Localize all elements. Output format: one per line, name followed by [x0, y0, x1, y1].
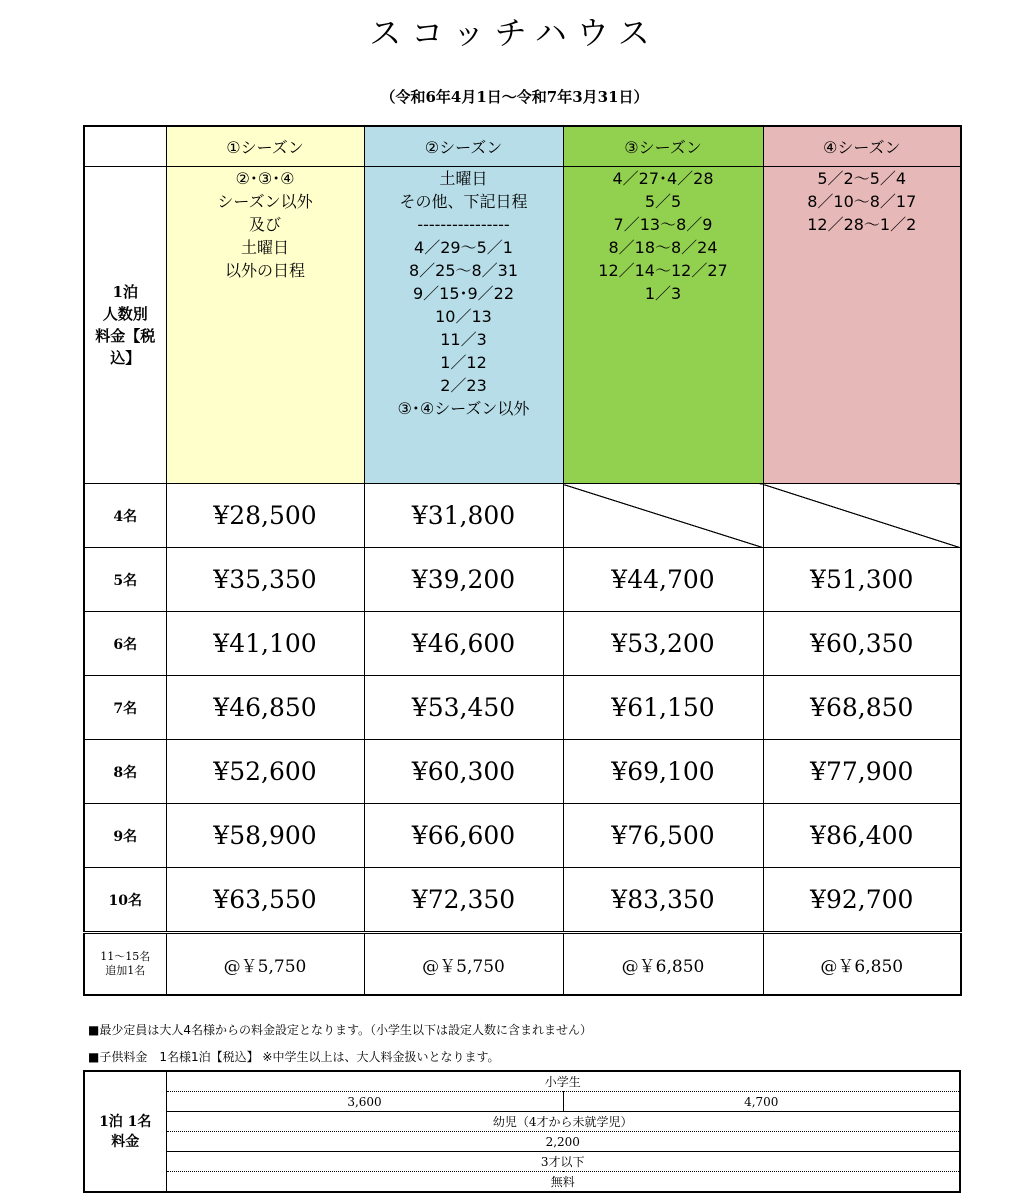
- price-cell: ¥52,600: [166, 740, 364, 804]
- price-cell: ¥66,600: [364, 804, 563, 868]
- price-cell: ¥72,350: [364, 868, 563, 933]
- season-date-line: 2／23: [440, 376, 487, 395]
- season-date-line: 4／27･4／28: [612, 169, 714, 188]
- validity-period: （令和6年4月1日～令和7年3月31日）: [380, 88, 649, 106]
- season-date-line: ----------------: [417, 215, 510, 234]
- season-date-line: 9／15･9／22: [412, 284, 515, 303]
- price-cell: ¥77,900: [763, 740, 961, 804]
- elementary-label: 小学生: [166, 1071, 960, 1092]
- price-row: [84, 548, 961, 612]
- price-cell: ¥68,850: [763, 676, 961, 740]
- season-3-header: ③シーズン: [563, 126, 763, 167]
- people-count: 4名: [84, 484, 166, 548]
- season-2-header: ②シーズン: [364, 126, 563, 167]
- price-row: [84, 676, 961, 740]
- price-cell: ¥46,850: [166, 676, 364, 740]
- additional-price: @￥6,850: [563, 933, 763, 996]
- price-cell: ¥58,900: [166, 804, 364, 868]
- price-row: [84, 804, 961, 868]
- season-date-line: ②･③･④: [235, 169, 295, 188]
- people-count: 10名: [84, 868, 166, 933]
- season-dates-row: [84, 167, 961, 484]
- season-date-line: 8／18～8／24: [608, 238, 718, 257]
- child-price-note: ■子供料金 1名様1泊【税込】 ※中学生以上は、大人料金扱いとなります。: [88, 1050, 500, 1064]
- season-date-line: その他、下記日程: [399, 192, 528, 211]
- season-date-line: 8／10～8／17: [807, 192, 917, 211]
- season-date-line: 8／25～8／31: [408, 261, 519, 280]
- infant-label: 幼児（4才から未就学児）: [166, 1112, 960, 1132]
- price-row: [84, 612, 961, 676]
- price-cell: ¥28,500: [166, 484, 364, 548]
- price-cell: ¥35,350: [166, 548, 364, 612]
- season-2-dates: [364, 167, 563, 484]
- price-cell: ¥69,100: [563, 740, 763, 804]
- price-row: [84, 868, 961, 933]
- season-4-header: ④シーズン: [763, 126, 961, 167]
- people-count: 5名: [84, 548, 166, 612]
- people-count: 9名: [84, 804, 166, 868]
- price-cell: ¥46,600: [364, 612, 563, 676]
- additional-price: @￥5,750: [166, 933, 364, 996]
- price-cell: ¥92,700: [763, 868, 961, 933]
- price-cell: ¥83,350: [563, 868, 763, 933]
- season-date-line: 12／14～12／27: [598, 261, 728, 280]
- infant-price: 2,200: [166, 1132, 960, 1152]
- price-cell: ¥41,100: [166, 612, 364, 676]
- elementary-price: 3,600: [166, 1092, 563, 1112]
- season-date-line: 及び: [248, 215, 281, 234]
- not-available-cell: [763, 484, 961, 548]
- page-title: スコッチハウス: [369, 14, 660, 52]
- toddler-label: 3才以下: [166, 1152, 960, 1172]
- price-cell: ¥86,400: [763, 804, 961, 868]
- not-available-cell: [563, 484, 763, 548]
- season-date-line: 4／29～5／1: [414, 238, 513, 257]
- season-date-line: ③･④シーズン以外: [397, 399, 530, 418]
- season-1-header: ①シーズン: [166, 126, 364, 167]
- additional-label: 11～15名 追加1名: [84, 933, 166, 996]
- season-date-line: 11／3: [440, 330, 487, 349]
- row-label: 1泊 人数別 料金【税 込】: [84, 167, 166, 484]
- price-cell: ¥53,450: [364, 676, 563, 740]
- season-date-line: 5／2～5／4: [817, 169, 907, 188]
- season-date-line: 土曜日: [240, 238, 289, 257]
- season-date-line: 1／12: [440, 353, 487, 372]
- price-cell: ¥61,150: [563, 676, 763, 740]
- people-count: 6名: [84, 612, 166, 676]
- child-row-label: 1泊 1名 料金: [84, 1071, 166, 1192]
- price-cell: ¥76,500: [563, 804, 763, 868]
- season-date-line: 7／13～8／9: [613, 215, 713, 234]
- additional-person-row: [84, 933, 961, 996]
- price-cell: ¥31,800: [364, 484, 563, 548]
- price-table: [83, 125, 962, 996]
- season-date-line: 土曜日: [439, 169, 488, 188]
- people-count: 7名: [84, 676, 166, 740]
- elementary-price: 4,700: [563, 1092, 960, 1112]
- price-cell: ¥39,200: [364, 548, 563, 612]
- season-date-line: 1／3: [644, 284, 682, 303]
- season-date-line: 以外の日程: [224, 261, 305, 280]
- price-cell: ¥51,300: [763, 548, 961, 612]
- price-row: [84, 484, 961, 548]
- season-3-dates: [563, 167, 763, 484]
- season-4-dates: [763, 167, 961, 484]
- season-date-line: 5／5: [644, 192, 682, 211]
- price-cell: ¥53,200: [563, 612, 763, 676]
- child-price-table: [83, 1070, 961, 1193]
- toddler-price: 無料: [166, 1172, 960, 1193]
- price-cell: ¥63,550: [166, 868, 364, 933]
- additional-price: @￥6,850: [763, 933, 961, 996]
- price-cell: ¥60,350: [763, 612, 961, 676]
- corner-cell: [84, 126, 166, 167]
- people-count: 8名: [84, 740, 166, 804]
- season-date-line: シーズン以外: [217, 192, 313, 211]
- season-header-row: [84, 126, 961, 167]
- price-cell: ¥44,700: [563, 548, 763, 612]
- additional-price: @￥5,750: [364, 933, 563, 996]
- price-cell: ¥60,300: [364, 740, 563, 804]
- season-1-dates: [166, 167, 364, 484]
- price-row: [84, 740, 961, 804]
- season-date-line: 12／28～1／2: [807, 215, 917, 234]
- season-date-line: 10／13: [435, 307, 492, 326]
- minimum-occupancy-note: ■最少定員は大人4名様からの料金設定となります。（小学生以下は設定人数に含まれません）: [88, 1023, 593, 1037]
